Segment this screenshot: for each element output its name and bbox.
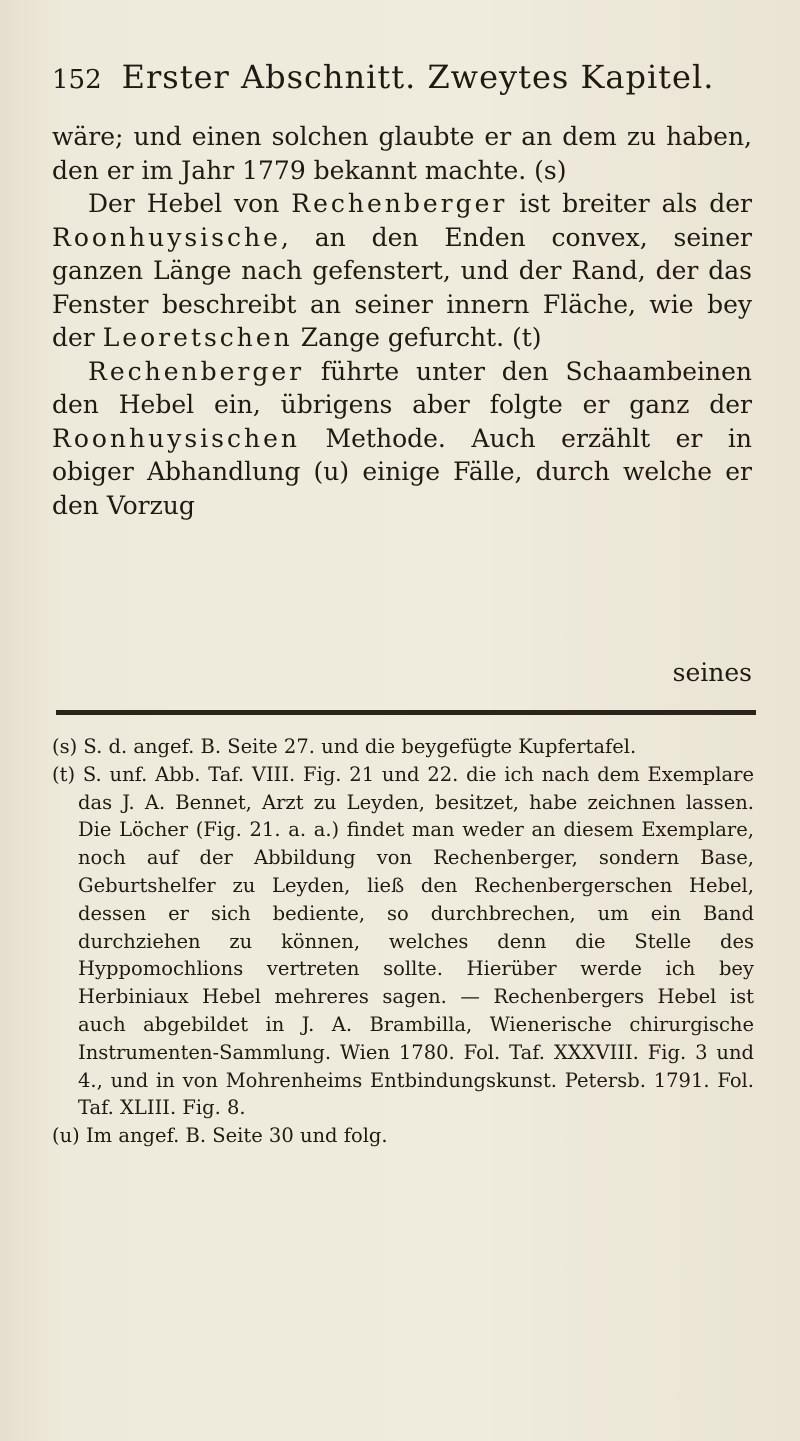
person-name: Rechenberger [291,189,508,218]
person-name: Roonhuysischen [52,423,301,453]
footnote-divider [56,710,756,715]
footnotes [52,733,754,1150]
running-head [52,58,752,98]
text-run: , an den Enden convex, seiner ganzen Länge nach gefenstert, und der Rand, der das Fenster beschreibt an seiner innern Fläche, wie bey der [52,222,752,352]
chapter-heading: Erster Abschnitt. Zweytes Kapitel. [121,58,715,96]
footnote-u: (u) Im angef. B. Seite 30 und folg. [52,1124,388,1148]
person-name: Leoretschen [102,323,293,352]
text-run: Zange gefurcht. (t) [292,323,542,352]
person-name: Roonhuysische [52,222,281,252]
footnote-t: (t) S. unf. Abb. Taf. VIII. Fig. 21 und 22. die ich nach dem Exemplare das J. A. Bennet, Arzt zu Leyden, besitzet, habe zeichnen lassen. Die Löcher (Fig. 21. a. a.) findet man weder an diesem Exemplare, noch auf der Abbildung von Rechenberger, sondern Base, Geburtshelfer zu Leyden, ließ den Rechenbergerschen Hebel, dessen er sich bediente, so durchbrechen, um ein Band durchziehen zu können, welches denn die Stelle des Hyppomochlions vertreten sollte. Hierüber werde ich bey Herbiniaux Hebel mehreres sagen. — Rechenbergers Hebel ist auch abgebildet in J. A. Brambilla, Wienerische chirurgische Instrumenten-Sammlung. Wien 1780. Fol. Taf. XXXVIII. Fig. 3 und 4., und in von Mohrenheims Entbindungskunst. Petersb. 1791. Fol. Taf. XLIII. Fig. 8. [52,762,754,1120]
main-text [52,120,752,522]
paragraph-1: wäre; und einen solchen glaubte er an dem zu haben, den er im Jahr 1779 bekannt machte. (s) [52,122,752,185]
footnote-s: (s) S. d. angef. B. Seite 27. und die beygefügte Kupfertafel. [52,735,637,758]
text-run: führte unter den Schaambeinen den Hebel ein, übrigens aber folgte er ganz der [52,356,752,419]
catchword: seines [672,658,752,687]
paragraph-3 [52,355,752,523]
text-run: ist breiter als der [507,189,752,218]
person-name: Rechenberger [88,356,305,386]
paragraph-2 [52,187,752,355]
page-number: 152 [52,65,102,95]
text-run: Der Hebel von [88,189,292,218]
text-run: Methode. Auch erzählt er in obiger Abhandlung (u) einige Fälle, durch welche er den Vorzug [52,423,752,520]
